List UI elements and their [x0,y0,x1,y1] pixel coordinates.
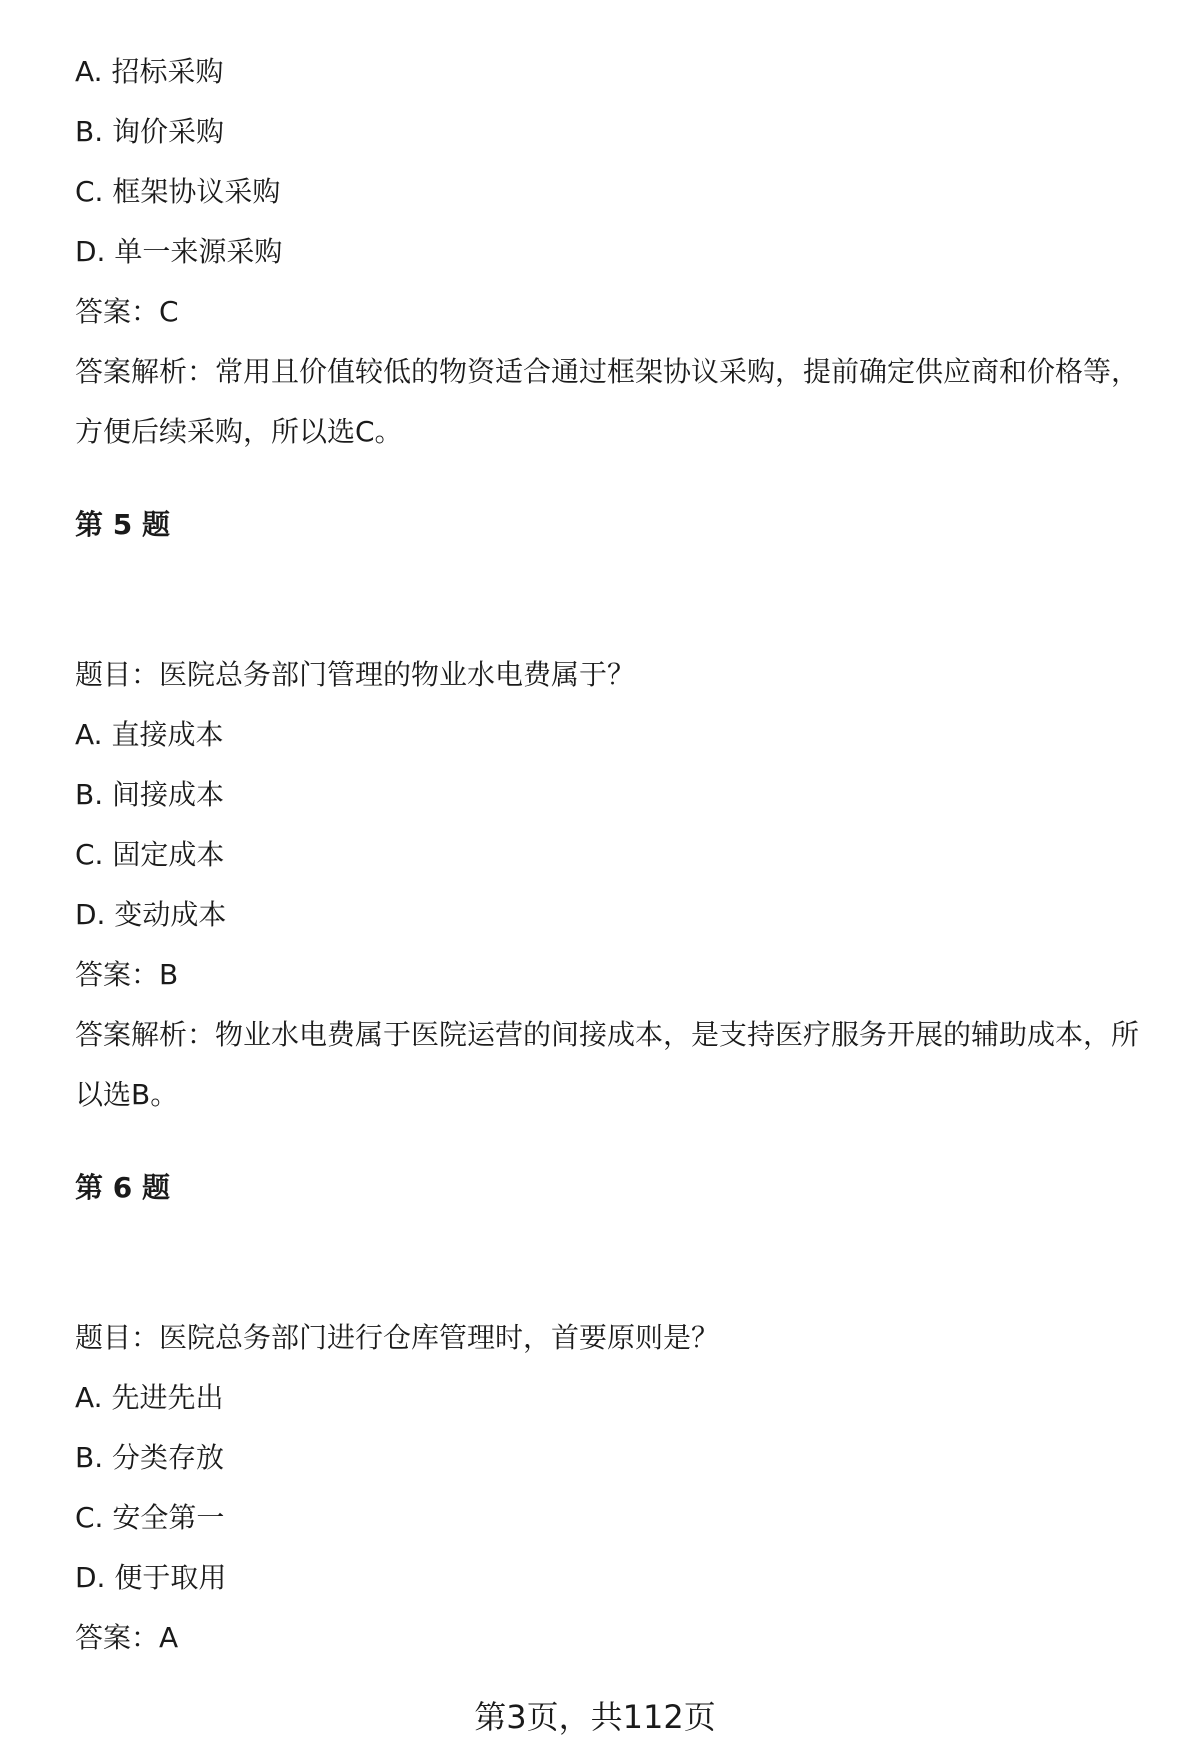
q4-option-b: B. 询价采购 [75,115,225,148]
q5-answer: 答案：B [75,958,179,991]
q5-heading: 第 5 题 [75,508,170,541]
q6-answer: 答案：A [75,1621,179,1654]
q5-option-d: D. 变动成本 [75,898,227,931]
q4-explanation: 答案解析：常用且价值较低的物资适合通过框架协议采购，提前确定供应商和价格等，方便后续采购，所以选C。 [75,355,1140,448]
q4-option-d: D. 单一来源采购 [75,235,283,268]
q6-heading: 第 6 题 [75,1171,170,1204]
q6-option-d: D. 便于取用 [75,1561,227,1594]
q5-stem: 题目：医院总务部门管理的物业水电费属于？ [75,658,636,691]
q6-option-b: B. 分类存放 [75,1441,225,1474]
q5-option-c: C. 固定成本 [75,838,225,871]
q6-stem: 题目：医院总务部门进行仓库管理时，首要原则是？ [75,1321,720,1354]
q6-option-a: A. 先进先出 [75,1381,224,1414]
q6-option-c: C. 安全第一 [75,1501,225,1534]
q5-explanation: 答案解析：物业水电费属于医院运营的间接成本，是支持医疗服务开展的辅助成本，所以选B。 [75,1018,1140,1111]
page-number: 第3页，共112页 [474,1698,716,1736]
q4-option-c: C. 框架协议采购 [75,175,281,208]
q5-option-a: A. 直接成本 [75,718,224,751]
q5-option-b: B. 间接成本 [75,778,225,811]
q4-option-a: A. 招标采购 [75,55,224,88]
q4-answer: 答案：C [75,295,179,328]
